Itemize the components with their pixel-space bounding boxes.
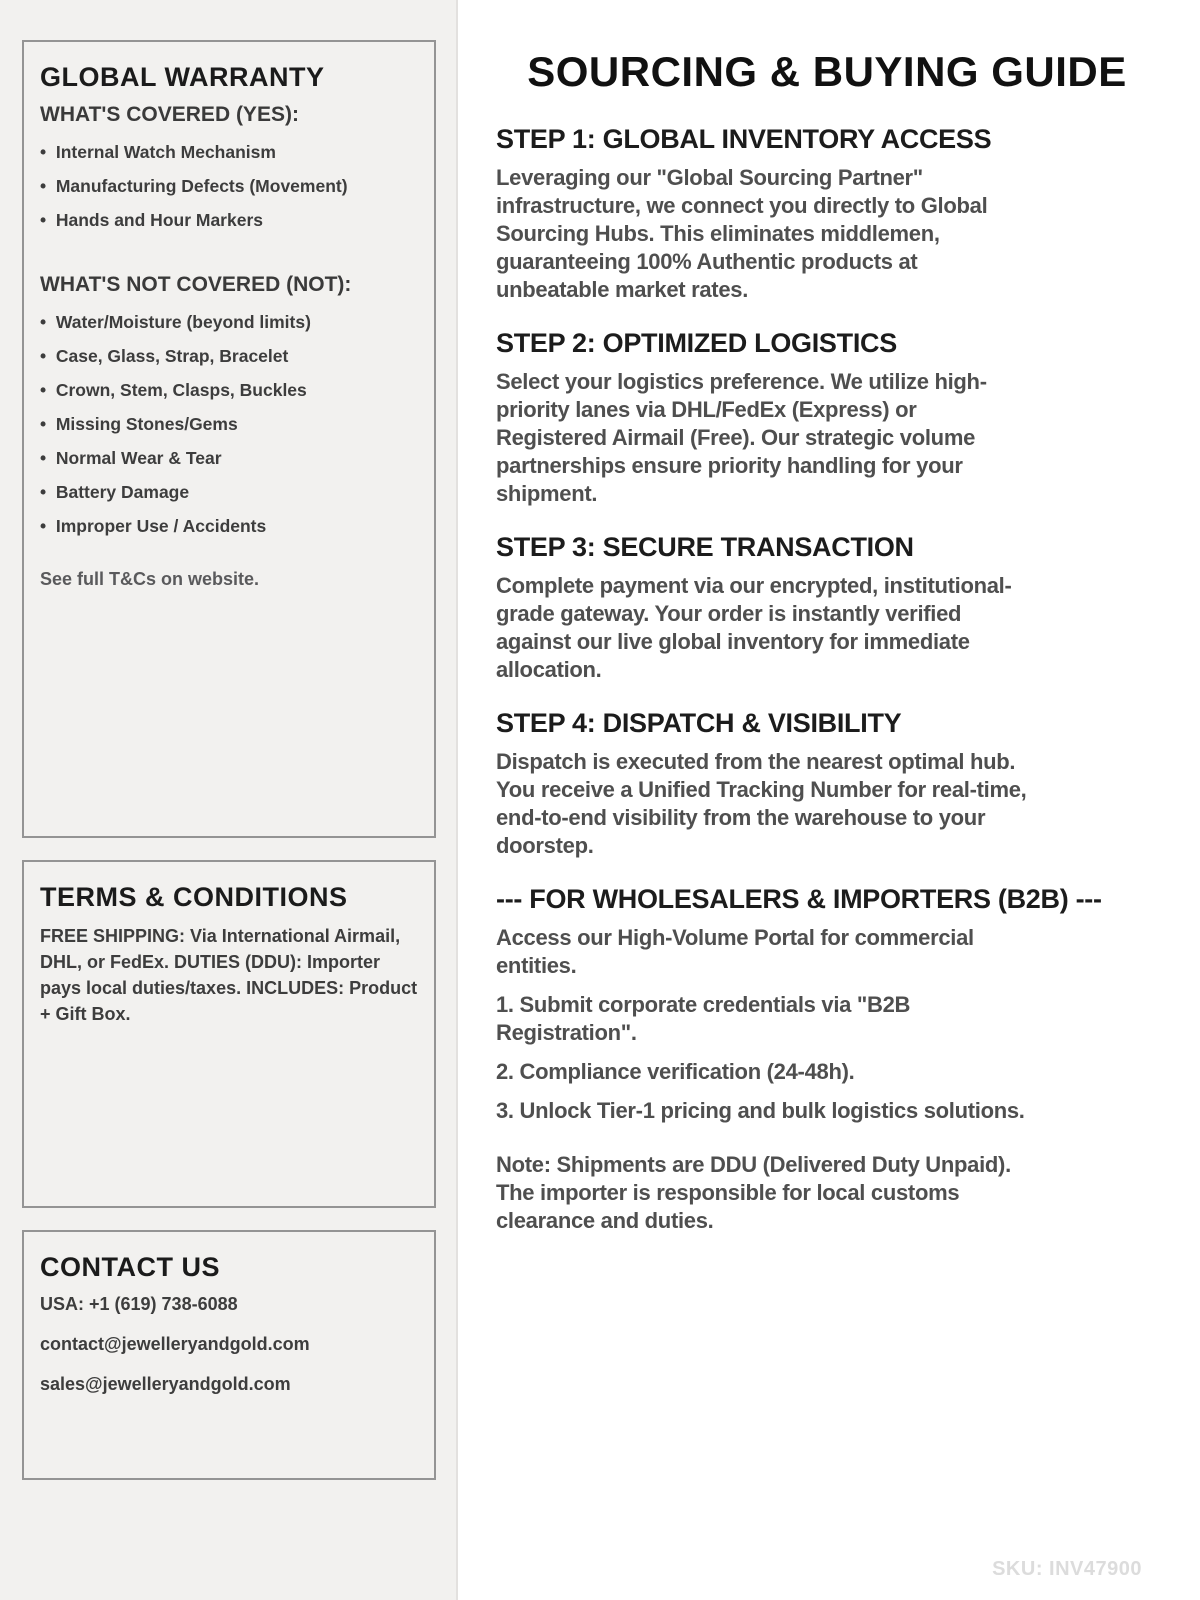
section-heading: STEP 2: OPTIMIZED LOGISTICS bbox=[496, 328, 897, 358]
contact-line: USA: +1 (619) 738-6088 bbox=[40, 1294, 238, 1314]
contact-title: CONTACT US bbox=[40, 1252, 220, 1282]
section-heading: STEP 1: GLOBAL INVENTORY ACCESS bbox=[496, 124, 992, 154]
terms-title: TERMS & CONDITIONS bbox=[40, 882, 348, 912]
not-covered-list bbox=[40, 305, 418, 543]
not-covered-item: • Normal Wear & Tear bbox=[40, 441, 418, 475]
section-paragraph: Complete payment via our encrypted, institutional-grade gateway. Your order is instantly verified against our live global inventory for immediate allocation. bbox=[496, 573, 1012, 682]
terms-conditions-box bbox=[22, 860, 436, 1208]
section-paragraph: Access our High-Volume Portal for commercial entities. bbox=[496, 925, 974, 978]
section-paragraph: Leveraging our "Global Sourcing Partner" infrastructure, we connect you directly to Global Sourcing Hubs. This eliminates middlemen, guaranteeing 100% Authentic products at unbeatable market rates. bbox=[496, 165, 988, 302]
not-covered-item: • Water/Moisture (beyond limits) bbox=[40, 305, 418, 339]
guide-section bbox=[496, 328, 1158, 508]
section-paragraph: 3. Unlock Tier-1 pricing and bulk logistics solutions. bbox=[496, 1098, 1025, 1123]
covered-item: • Internal Watch Mechanism bbox=[40, 135, 418, 169]
sourcing-guide-panel bbox=[458, 0, 1200, 1600]
not-covered-subtitle: WHAT'S NOT COVERED (NOT): bbox=[40, 273, 352, 296]
contact-line: contact@jewelleryandgold.com bbox=[40, 1334, 310, 1354]
section-heading: --- FOR WHOLESALERS & IMPORTERS (B2B) --- bbox=[496, 884, 1102, 914]
global-warranty-box bbox=[22, 40, 436, 838]
info-sidebar bbox=[0, 0, 458, 1600]
terms-body: FREE SHIPPING: Via International Airmail, DHL, or FedEx. DUTIES (DDU): Importer pays local duties/taxes. INCLUDES: Product + Gift Box. bbox=[40, 926, 418, 1024]
section-note: Note: Shipments are DDU (Delivered Duty Unpaid). The importer is responsible for local customs clearance and duties. bbox=[496, 1152, 1011, 1233]
contact-list bbox=[40, 1293, 418, 1395]
sku-label: SKU: INV47900 bbox=[992, 1558, 1142, 1580]
section-paragraph: 2. Compliance verification (24-48h). bbox=[496, 1059, 855, 1084]
guide-sections bbox=[496, 124, 1158, 1235]
section-heading: STEP 3: SECURE TRANSACTION bbox=[496, 532, 914, 562]
warranty-footnote: See full T&Cs on website. bbox=[40, 569, 260, 589]
section-paragraph: Dispatch is executed from the nearest optimal hub. You receive a Unified Tracking Number for real-time, end-to-end visibility from the warehouse to your doorstep. bbox=[496, 749, 1027, 858]
guide-section bbox=[496, 532, 1158, 684]
not-covered-item: • Crown, Stem, Clasps, Buckles bbox=[40, 373, 418, 407]
covered-item: • Manufacturing Defects (Movement) bbox=[40, 169, 418, 203]
covered-subtitle: WHAT'S COVERED (YES): bbox=[40, 103, 299, 126]
section-paragraph: 1. Submit corporate credentials via "B2B Registration". bbox=[496, 992, 911, 1045]
section-paragraph: Select your logistics preference. We utilize high-priority lanes via DHL/FedEx (Express) or Registered Airmail (Free). Our strategic volume partnerships ensure priority handling for your shipment. bbox=[496, 369, 987, 506]
contact-us-box bbox=[22, 1230, 436, 1480]
guide-section bbox=[496, 884, 1158, 1235]
not-covered-item: • Battery Damage bbox=[40, 475, 418, 509]
page-title: SOURCING & BUYING GUIDE bbox=[527, 48, 1127, 95]
not-covered-item: • Missing Stones/Gems bbox=[40, 407, 418, 441]
guide-section bbox=[496, 708, 1158, 860]
contact-line: sales@jewelleryandgold.com bbox=[40, 1374, 291, 1394]
guide-section bbox=[496, 124, 1158, 304]
section-heading: STEP 4: DISPATCH & VISIBILITY bbox=[496, 708, 902, 738]
not-covered-item: • Improper Use / Accidents bbox=[40, 509, 418, 543]
covered-item: • Hands and Hour Markers bbox=[40, 203, 418, 237]
covered-list bbox=[40, 135, 418, 237]
warranty-title: GLOBAL WARRANTY bbox=[40, 62, 325, 92]
not-covered-item: • Case, Glass, Strap, Bracelet bbox=[40, 339, 418, 373]
